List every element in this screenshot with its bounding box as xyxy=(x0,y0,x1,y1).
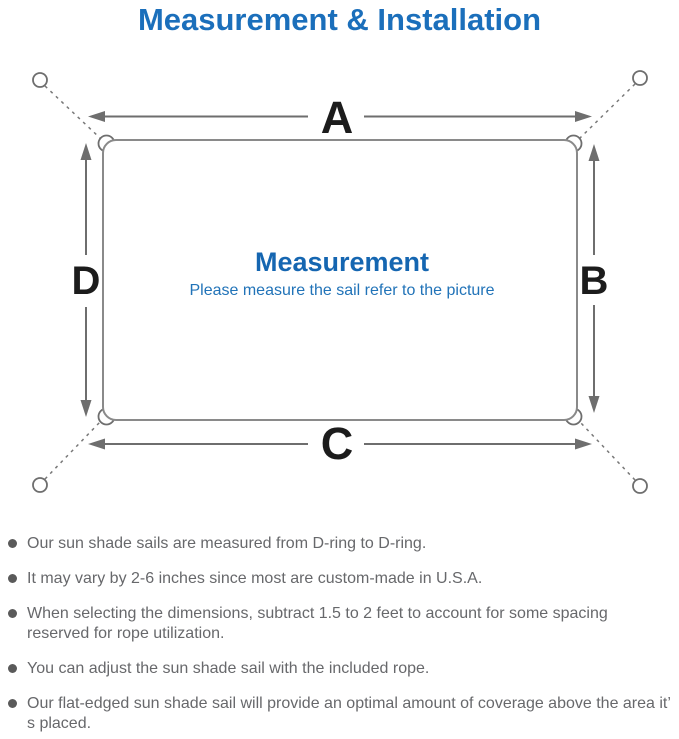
note-text: It may vary by 2-6 inches since most are custom-made in U.S.A. xyxy=(27,570,483,587)
note-item xyxy=(8,534,673,554)
anchor-point-icon xyxy=(633,479,647,493)
arrow-b xyxy=(580,144,609,413)
note-text: You can adjust the sun shade sail with the included rope. xyxy=(27,660,430,677)
arrow-d xyxy=(72,143,101,417)
arrow-c xyxy=(88,418,592,469)
sail-outline xyxy=(103,140,577,420)
label-side-c: C xyxy=(320,418,354,469)
note-item xyxy=(8,659,673,679)
note-item xyxy=(8,604,673,644)
bullet-icon xyxy=(8,609,17,618)
bullet-icon xyxy=(8,539,17,548)
notes-list xyxy=(0,534,679,739)
rope-line xyxy=(580,422,635,480)
note-text: When selecting the dimensions, subtract 1.5 to 2 feet to account for some spacing reserved for rope utilization. xyxy=(27,605,608,642)
rope-line xyxy=(45,422,100,479)
rope-line xyxy=(45,86,100,138)
label-side-d: D xyxy=(71,259,101,303)
arrow-a xyxy=(88,92,592,143)
measurement-diagram xyxy=(0,55,679,525)
note-text: Our sun shade sails are measured from D-ring to D-ring. xyxy=(27,535,427,552)
label-side-a: A xyxy=(320,92,354,143)
anchor-point-icon xyxy=(33,73,47,87)
bullet-icon xyxy=(8,699,17,708)
label-side-b: B xyxy=(579,259,609,303)
note-text: Our flat-edged sun shade sail will provide an optimal amount of coverage above the area it’ s placed. xyxy=(27,695,671,732)
note-item xyxy=(8,569,673,589)
page-title: Measurement & Installation xyxy=(137,2,542,37)
diagram-center-title: Measurement xyxy=(254,247,430,277)
anchor-point-icon xyxy=(633,71,647,85)
bullet-icon xyxy=(8,664,17,673)
diagram-center-subtitle: Please measure the sail refer to the picture xyxy=(189,282,495,299)
note-item xyxy=(8,694,673,734)
anchor-point-icon xyxy=(33,478,47,492)
bullet-icon xyxy=(8,574,17,583)
rope-line xyxy=(580,84,635,138)
